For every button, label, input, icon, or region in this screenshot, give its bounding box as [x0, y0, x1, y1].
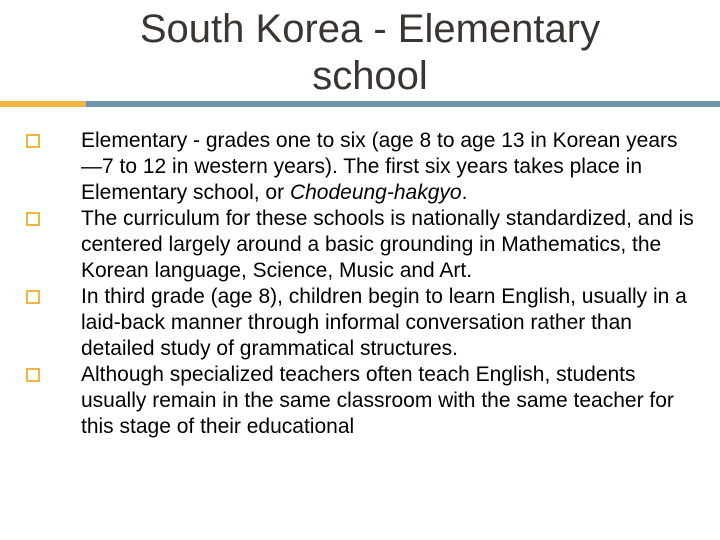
title-accent-bar [0, 101, 86, 107]
hollow-square-bullet-icon [26, 212, 40, 226]
title-line-2: school [312, 54, 428, 98]
bullet-italic-term: Chodeung-hakgyo [289, 181, 462, 204]
bullet-text: Elementary - grades one to six (age 8 to age 13 in Korean years—7 to 12 in western years). The first six years takes place in Elementary school, or [81, 129, 678, 204]
bullet-tail: . [461, 181, 468, 204]
hollow-square-bullet-icon [26, 134, 40, 148]
bullet-item-4 [26, 362, 696, 440]
bullet-text: Although specialized teachers often teach English, students usually remain in the same classroom with the same teacher for this stage of their educational [81, 363, 674, 438]
hollow-square-bullet-icon [26, 368, 40, 382]
title-line-1: South Korea - Elementary [139, 7, 601, 51]
bullet-list [26, 128, 696, 440]
title-divider-bar [86, 101, 720, 107]
bullet-item-1 [26, 128, 696, 206]
bullet-item-2 [26, 206, 696, 284]
bullet-item-3 [26, 284, 696, 362]
hollow-square-bullet-icon [26, 290, 40, 304]
bullet-text: In third grade (age 8), children begin to learn English, usually in a laid-back manner through informal conversation rather than detailed study of grammatical structures. [81, 285, 687, 360]
bullet-text: The curriculum for these schools is nationally standardized, and is centered largely around a basic grounding in Mathematics, the Korean language, Science, Music and Art. [81, 207, 694, 282]
slide-title [60, 6, 680, 100]
